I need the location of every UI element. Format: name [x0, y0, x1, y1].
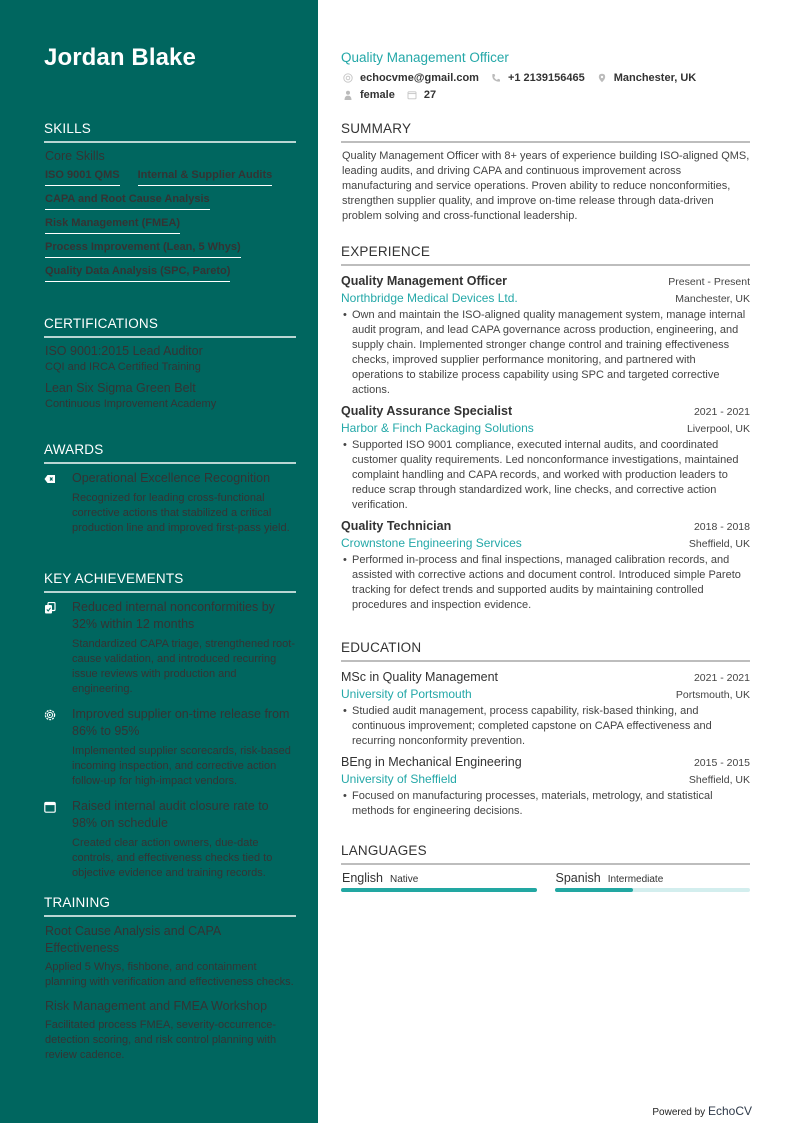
award-text: Recognized for leading cross-functional corrective actions that stabilized a critical production line and improved first-pass yield. — [72, 492, 290, 534]
achievement-item — [44, 599, 296, 697]
summary-text: Quality Management Officer with 8+ years of experience building ISO-aligned QMS, leading audits, and driving CAPA and continuous improvement across manufacturing and service operations. Proven ability to reduce nonconformities, strengthen supplier quality, and improve on-time release through data-driven problem solving and cross-functional leadership. — [342, 150, 750, 222]
certifications-section — [44, 316, 296, 418]
training-section — [44, 895, 296, 1071]
gender: female — [360, 89, 395, 101]
bullet-dot: • — [343, 705, 347, 717]
gear-icon — [44, 706, 58, 789]
education-description: Focused on manufacturing processes, materials, metrology, and statistical methods for engineering decisions. — [352, 790, 713, 817]
training-heading: TRAINING — [44, 895, 296, 917]
experience-entry — [341, 404, 750, 513]
age-item — [407, 89, 436, 101]
skill-tag: Internal & Supplier Audits — [138, 167, 273, 186]
email-item — [343, 72, 479, 84]
languages-heading: LANGUAGES — [341, 843, 750, 865]
role-title: Quality Management Officer — [341, 274, 508, 288]
company-name: Crownstone Engineering Services — [341, 536, 522, 550]
award-title: Operational Excellence Recognition — [72, 471, 271, 485]
language-name: English — [342, 871, 383, 885]
summary-heading: SUMMARY — [341, 121, 750, 143]
company-name: Harbor & Finch Packaging Solutions — [341, 421, 534, 435]
role-dates: Present - Present — [668, 276, 750, 288]
phone: +1 2139156465 — [507, 72, 585, 84]
skill-tag: Risk Management (FMEA) — [45, 215, 180, 234]
language-item — [555, 871, 751, 892]
at-icon — [343, 73, 353, 83]
phone-icon — [491, 73, 501, 83]
candidate-name: Jordan Blake — [44, 44, 196, 71]
cert-title: Lean Six Sigma Green Belt — [45, 381, 196, 395]
role-title: Quality Assurance Specialist — [341, 404, 513, 418]
bullet-dot: • — [343, 309, 347, 321]
phone-item — [491, 72, 585, 84]
skill-tag: ISO 9001 QMS — [45, 167, 120, 186]
skills-section — [44, 121, 296, 287]
role-description: Supported ISO 9001 compliance, executed internal audits, and coordinated customer quality requirements. Led nonconformance investigations, maintained complaint handling and CAPA records, and worked with production leaders to reduce scrap through standardized work, line checks, and corrective action verification. — [352, 439, 739, 511]
experience-section — [341, 244, 750, 613]
degree: BEng in Mechanical Engineering — [341, 755, 522, 769]
education-heading: EDUCATION — [341, 640, 750, 662]
awards-section — [44, 442, 296, 545]
language-level: Native — [390, 874, 419, 885]
contact-row — [343, 72, 708, 84]
role-location: Sheffield, UK — [688, 538, 750, 550]
achievement-text: Created clear action owners, due-date controls, and effectiveness checks tied to objective evidence and training records. — [72, 837, 273, 879]
award-item — [44, 470, 296, 536]
education-entry — [341, 670, 750, 749]
location: Manchester, UK — [613, 72, 697, 84]
achievement-text: Standardized CAPA triage, strengthened root-cause validation, and introduced recurring issue reviews with production and engineering. — [72, 638, 295, 695]
skills-heading: SKILLS — [44, 121, 296, 143]
education-dates: 2015 - 2015 — [693, 757, 750, 769]
languages-section — [341, 843, 750, 892]
skill-tag: Process Improvement (Lean, 5 Whys) — [45, 239, 241, 258]
language-level: Intermediate — [607, 874, 664, 885]
awards-heading: AWARDS — [44, 442, 296, 464]
education-entry — [341, 755, 750, 819]
achievement-title: Improved supplier on-time release from 86% to 95% — [72, 707, 290, 738]
proficiency-bar — [341, 888, 537, 892]
bullet-dot: • — [343, 554, 347, 566]
training-text: Applied 5 Whys, fishbone, and containment planning with verification and effectiveness checks. — [45, 961, 294, 988]
role-location: Liverpool, UK — [686, 423, 750, 435]
achievement-title: Reduced internal nonconformities by 32% within 12 months — [72, 600, 275, 631]
school-name: University of Sheffield — [341, 772, 457, 786]
email: echocvme@gmail.com — [360, 72, 479, 84]
achievements-section — [44, 571, 296, 890]
location-pin-icon — [597, 73, 607, 83]
experience-entry — [341, 274, 750, 398]
achievement-item — [44, 798, 296, 881]
degree: MSc in Quality Management — [341, 670, 499, 684]
school-location: Portsmouth, UK — [675, 689, 750, 701]
bullet-dot: • — [343, 439, 347, 451]
experience-entry — [341, 519, 750, 613]
achievement-text: Implemented supplier scorecards, risk-based incoming inspection, and corrective action follow-up for high-impact vendors. — [72, 745, 291, 787]
language-item — [341, 871, 537, 892]
bullet-dot: • — [343, 790, 347, 802]
award-tag-icon — [44, 470, 58, 536]
proficiency-fill — [555, 888, 633, 892]
footer — [652, 1104, 752, 1118]
age: 27 — [423, 89, 437, 101]
person-icon — [343, 90, 353, 100]
core-skills-label: Core Skills — [45, 149, 105, 163]
gender-item — [343, 89, 395, 101]
school-location: Sheffield, UK — [688, 774, 750, 786]
clipboard-check-icon — [44, 599, 58, 697]
language-name: Spanish — [555, 871, 601, 885]
role-location: Manchester, UK — [675, 293, 750, 305]
education-section — [341, 640, 750, 819]
skill-tag: Quality Data Analysis (SPC, Pareto) — [45, 263, 230, 282]
calendar-icon — [44, 798, 58, 881]
role-description: Performed in-process and final inspections, managed calibration records, and assisted with corrective actions and document control. Introduced simple Pareto tracking for defect trends and supported audits by maintaining controlled procedures and inspection evidence. — [352, 554, 741, 611]
job-title: Quality Management Officer — [341, 50, 509, 65]
achievement-title: Raised internal audit closure rate to 98% on schedule — [72, 799, 269, 830]
role-description: Own and maintain the ISO-aligned quality management system, manage internal audit program, and lead CAPA governance across production, engineering, and supply chain. Implemented stronger change control and training effectiveness checks, improved supplier performance monitoring, and partnered with operations to stabilize process capability using SPC and targeted corrective actions. — [352, 309, 746, 396]
summary-section — [341, 121, 750, 224]
certifications-heading: CERTIFICATIONS — [44, 316, 296, 338]
achievement-item — [44, 706, 296, 789]
cert-issuer: Continuous Improvement Academy — [45, 398, 217, 410]
school-name: University of Portsmouth — [341, 687, 472, 701]
role-dates: 2018 - 2018 — [693, 521, 750, 533]
training-title: Risk Management and FMEA Workshop — [45, 999, 268, 1013]
training-title: Root Cause Analysis and CAPA Effectiveness — [45, 924, 221, 955]
achievements-heading: KEY ACHIEVEMENTS — [44, 571, 296, 593]
brand-link[interactable]: EchoCV — [707, 1104, 752, 1118]
proficiency-fill — [341, 888, 537, 892]
cert-title: ISO 9001:2015 Lead Auditor — [45, 344, 203, 358]
company-name: Northbridge Medical Devices Ltd. — [341, 291, 518, 305]
education-dates: 2021 - 2021 — [693, 672, 750, 684]
training-text: Facilitated process FMEA, severity-occurrence-detection scoring, and risk control planning with review cadence. — [45, 1019, 277, 1061]
personal-row — [343, 89, 448, 101]
calendar-icon — [407, 90, 417, 100]
proficiency-bar — [555, 888, 751, 892]
powered-by-label: Powered by — [652, 1107, 706, 1118]
experience-heading: EXPERIENCE — [341, 244, 750, 266]
skill-tag: CAPA and Root Cause Analysis — [45, 191, 210, 210]
cert-issuer: CQI and IRCA Certified Training — [45, 361, 201, 373]
education-description: Studied audit management, process capability, risk-based thinking, and continuous improvement; completed capstone on CAPA effectiveness and recurring nonconformity prevention. — [352, 705, 712, 747]
location-item — [597, 72, 697, 84]
role-dates: 2021 - 2021 — [693, 406, 750, 418]
role-title: Quality Technician — [341, 519, 452, 533]
